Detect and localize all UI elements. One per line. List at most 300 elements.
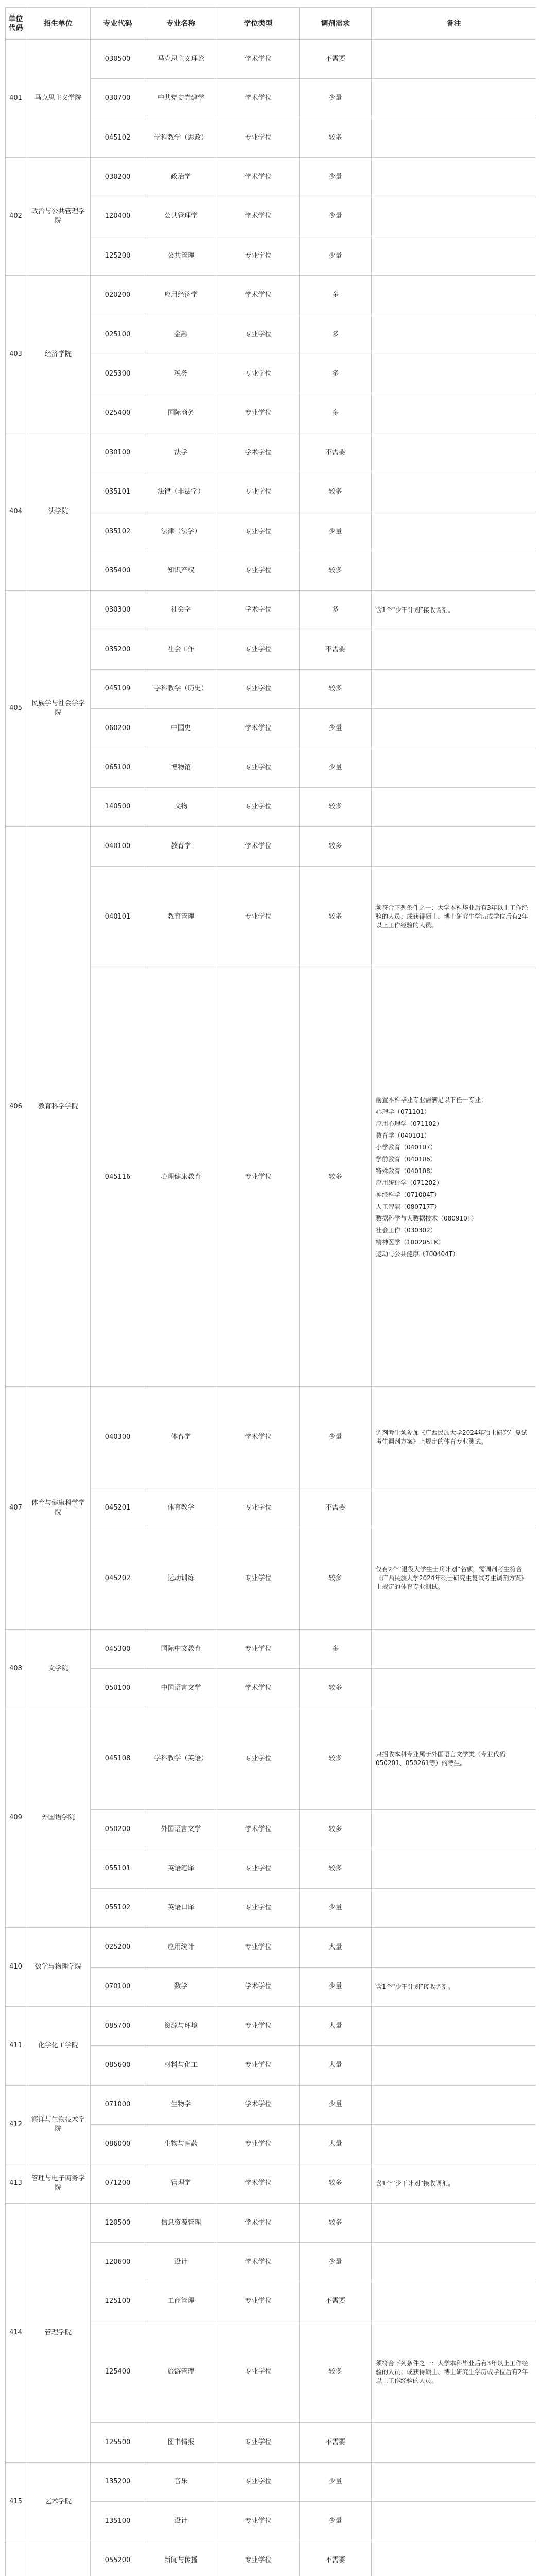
degree-type-cell: 专业学位: [217, 1629, 300, 1668]
program-code-cell: 025400: [91, 394, 145, 433]
remarks-line: 前置本科毕业专业需满足以下任一专业：: [376, 1096, 487, 1104]
program-name-cell: 数学: [145, 1967, 217, 2006]
remarks-cell: 含1个“少干计划”接收调剂。: [372, 2164, 536, 2203]
degree-type-cell: 专业学位: [217, 2282, 300, 2321]
demand-cell: 较多: [300, 472, 372, 512]
remarks-cell: [372, 2203, 536, 2242]
program-code-cell: 035101: [91, 472, 145, 512]
unit-name-cell: 化学化工学院: [26, 2006, 91, 2085]
program-code-cell: 035102: [91, 512, 145, 551]
remarks-line: 调剂考生须参加《广西民族大学2024年硕士研究生复试考生调剂方案》上规定的体育专业测试。: [376, 1429, 528, 1446]
program-code-cell: 030300: [91, 590, 145, 630]
program-name-cell: 学科教学（思政）: [145, 118, 217, 157]
demand-cell: 多: [300, 394, 372, 433]
demand-cell: 较多: [300, 2321, 372, 2423]
program-code-cell: 030700: [91, 79, 145, 118]
table-row: [6, 40, 536, 79]
degree-type-cell: 学术学位: [217, 708, 300, 748]
remarks-cell: [372, 2085, 536, 2124]
demand-cell: 少量: [300, 708, 372, 748]
program-name-cell: 学科教学（英语）: [145, 1708, 217, 1809]
degree-type-cell: 学术学位: [217, 1669, 300, 1708]
program-name-cell: 心理健康教育: [145, 968, 217, 1386]
program-name-cell: 社会学: [145, 590, 217, 630]
unit-name-cell: 艺术学院: [26, 2462, 91, 2541]
remarks-line: 心理学（071101）: [376, 1108, 430, 1115]
remarks-cell: [372, 551, 536, 590]
unit-name-cell: 马克思主义学院: [26, 40, 91, 158]
program-code-cell: 060200: [91, 708, 145, 748]
remarks-cell: [372, 1387, 536, 1488]
demand-cell: 少量: [300, 197, 372, 236]
unit-code-cell: 412: [6, 2085, 26, 2164]
table-row: [6, 276, 536, 315]
program-code-cell: 035200: [91, 630, 145, 669]
program-code-cell: 045116: [91, 968, 145, 1386]
table-row: [6, 2203, 536, 2242]
demand-cell: 少量: [300, 158, 372, 197]
degree-type-cell: 专业学位: [217, 512, 300, 551]
program-code-cell: 070100: [91, 1967, 145, 2006]
demand-cell: 不需要: [300, 1488, 372, 1528]
demand-cell: 少量: [300, 1888, 372, 1927]
program-code-cell: 025200: [91, 1928, 145, 1967]
demand-cell: 多: [300, 590, 372, 630]
program-code-cell: 120400: [91, 197, 145, 236]
unit-name-cell: 海洋与生物技术学院: [26, 2085, 91, 2164]
remarks-line: 应用统计学（071202）: [376, 1179, 443, 1187]
demand-cell: 少量: [300, 79, 372, 118]
remarks-cell: [372, 866, 536, 968]
remarks-cell: 含1个“少干计划”接收调剂。: [372, 1967, 536, 2006]
degree-type-cell: 专业学位: [217, 118, 300, 157]
unit-code-cell: 409: [6, 1708, 26, 1927]
unit-name-cell: [26, 2541, 91, 2576]
remarks-cell: [372, 708, 536, 748]
degree-type-cell: 专业学位: [217, 968, 300, 1386]
program-name-cell: 法律（非法学）: [145, 472, 217, 512]
demand-cell: 少量: [300, 2502, 372, 2541]
program-name-cell: 设计: [145, 2502, 217, 2541]
program-name-cell: 社会工作: [145, 630, 217, 669]
remarks-line: 小学教育（040107）: [376, 1143, 437, 1151]
degree-type-cell: 学术学位: [217, 1967, 300, 2006]
demand-cell: 少量: [300, 236, 372, 276]
header-program-name: 专业名称: [145, 8, 217, 40]
program-name-cell: 体育教学: [145, 1488, 217, 1528]
remarks-cell: [372, 1888, 536, 1927]
remarks-cell: [372, 2243, 536, 2282]
program-code-cell: 050200: [91, 1809, 145, 1849]
demand-cell: 少量: [300, 1967, 372, 2006]
program-code-cell: 050100: [91, 1669, 145, 1708]
remarks-cell: [372, 1809, 536, 1849]
program-name-cell: 应用统计: [145, 1928, 217, 1967]
demand-cell: 较多: [300, 551, 372, 590]
program-name-cell: 英语口译: [145, 1888, 217, 1927]
remarks-cell: [372, 787, 536, 826]
unit-code-cell: 404: [6, 433, 26, 591]
demand-cell: 大量: [300, 2006, 372, 2045]
remarks-cell: [372, 1849, 536, 1888]
program-name-cell: 教育管理: [145, 866, 217, 968]
degree-type-cell: 学术学位: [217, 2164, 300, 2203]
table-row: [6, 827, 536, 866]
remarks-cell: [372, 1488, 536, 1528]
program-code-cell: 045108: [91, 1708, 145, 1809]
program-code-cell: 045109: [91, 669, 145, 708]
remarks-cell: [372, 968, 536, 1386]
program-name-cell: 博物馆: [145, 748, 217, 787]
table-body: [6, 40, 536, 2576]
remarks-cell: [372, 669, 536, 708]
remarks-cell: [372, 79, 536, 118]
degree-type-cell: 专业学位: [217, 1849, 300, 1888]
unit-name-cell: 法学院: [26, 433, 91, 591]
remarks-line: 仅有2个“退役大学生士兵计划”名额，需调剂考生符合《广西民族大学2024年硕士研究生复试考生调剂方案》上规定的体育专业测试。: [376, 1566, 528, 1591]
program-code-cell: 040100: [91, 827, 145, 866]
program-code-cell: 030500: [91, 40, 145, 79]
degree-type-cell: 学术学位: [217, 2085, 300, 2124]
program-name-cell: 图书情报: [145, 2423, 217, 2462]
program-name-cell: 国际中文教育: [145, 1629, 217, 1668]
degree-type-cell: 专业学位: [217, 1708, 300, 1809]
unit-code-cell: 403: [6, 276, 26, 433]
program-name-cell: 新闻与传播: [145, 2541, 217, 2576]
table-row: [6, 158, 536, 197]
degree-type-cell: 专业学位: [217, 2423, 300, 2462]
program-code-cell: 030200: [91, 158, 145, 197]
unit-name-cell: 外国语学院: [26, 1708, 91, 1927]
degree-type-cell: 专业学位: [217, 354, 300, 394]
degree-type-cell: 专业学位: [217, 315, 300, 354]
program-name-cell: 金融: [145, 315, 217, 354]
degree-type-cell: 专业学位: [217, 2125, 300, 2164]
program-code-cell: 065100: [91, 748, 145, 787]
unit-name-cell: 政治与公共管理学院: [26, 158, 91, 276]
demand-cell: 较多: [300, 1849, 372, 1888]
remarks-line: 应用心理学（071102）: [376, 1120, 443, 1127]
demand-cell: 较多: [300, 669, 372, 708]
program-code-cell: 086000: [91, 2125, 145, 2164]
remarks-cell: [372, 118, 536, 157]
program-name-cell: 学科教学（历史）: [145, 669, 217, 708]
program-code-cell: 030100: [91, 433, 145, 472]
program-name-cell: 公共管理学: [145, 197, 217, 236]
program-name-cell: 体育学: [145, 1387, 217, 1488]
demand-cell: 不需要: [300, 433, 372, 472]
program-code-cell: 025300: [91, 354, 145, 394]
table-header-row: [6, 8, 536, 40]
remarks-cell: [372, 1928, 536, 1967]
program-name-cell: 政治学: [145, 158, 217, 197]
degree-type-cell: 专业学位: [217, 787, 300, 826]
program-code-cell: 025100: [91, 315, 145, 354]
demand-cell: 较多: [300, 1528, 372, 1629]
degree-type-cell: 专业学位: [217, 1928, 300, 1967]
table-row: [6, 590, 536, 630]
demand-cell: 较多: [300, 2164, 372, 2203]
demand-cell: 少量: [300, 1387, 372, 1488]
program-name-cell: 材料与化工: [145, 2046, 217, 2085]
demand-cell: 多: [300, 276, 372, 315]
program-name-cell: 生物学: [145, 2085, 217, 2124]
remarks-line: 人工智能（080717T）: [376, 1202, 441, 1210]
header-demand: 调剂需求: [300, 8, 372, 40]
table-row: [6, 1708, 536, 1809]
program-code-cell: 040300: [91, 1387, 145, 1488]
program-name-cell: 外国语言文学: [145, 1809, 217, 1849]
remarks-cell: 含1个“少干计划”接收调剂。: [372, 590, 536, 630]
remarks-cell: [372, 1669, 536, 1708]
degree-type-cell: 学术学位: [217, 827, 300, 866]
program-name-cell: 工商管理: [145, 2282, 217, 2321]
demand-cell: 少量: [300, 748, 372, 787]
unit-name-cell: 体育与健康科学学院: [26, 1387, 91, 1630]
program-code-cell: 045202: [91, 1528, 145, 1629]
program-name-cell: 资源与环境: [145, 2006, 217, 2045]
program-code-cell: 071000: [91, 2085, 145, 2124]
demand-cell: 少量: [300, 2243, 372, 2282]
unit-name-cell: 文学院: [26, 1629, 91, 1708]
degree-type-cell: 专业学位: [217, 1488, 300, 1528]
program-name-cell: 应用经济学: [145, 276, 217, 315]
program-name-cell: 法律（法学）: [145, 512, 217, 551]
program-name-cell: 法学: [145, 433, 217, 472]
table-row: [6, 2462, 536, 2501]
program-name-cell: 中国史: [145, 708, 217, 748]
remarks-cell: [372, 2541, 536, 2576]
unit-code-cell: 415: [6, 2462, 26, 2541]
remarks-cell: [372, 748, 536, 787]
demand-cell: 较多: [300, 2203, 372, 2242]
unit-name-cell: 管理与电子商务学院: [26, 2164, 91, 2203]
program-name-cell: 生物与医药: [145, 2125, 217, 2164]
demand-cell: 较多: [300, 968, 372, 1386]
degree-type-cell: 学术学位: [217, 79, 300, 118]
remarks-line: 数据科学与大数据技术（080910T）: [376, 1214, 478, 1222]
remarks-cell: [372, 2046, 536, 2085]
header-unit-name: 招生单位: [26, 8, 91, 40]
degree-type-cell: 专业学位: [217, 1528, 300, 1629]
program-name-cell: 信息资源管理: [145, 2203, 217, 2242]
program-code-cell: 120500: [91, 2203, 145, 2242]
program-name-cell: 中共党史党建学: [145, 79, 217, 118]
degree-type-cell: 专业学位: [217, 2006, 300, 2045]
demand-cell: 不需要: [300, 2282, 372, 2321]
remarks-cell: [372, 2006, 536, 2045]
unit-code-cell: 402: [6, 158, 26, 276]
demand-cell: 较多: [300, 1809, 372, 1849]
degree-type-cell: 学术学位: [217, 197, 300, 236]
demand-cell: 大量: [300, 2125, 372, 2164]
remarks-cell: [372, 630, 536, 669]
demand-cell: 少量: [300, 512, 372, 551]
program-name-cell: 旅游管理: [145, 2321, 217, 2423]
degree-type-cell: 专业学位: [217, 236, 300, 276]
header-remarks: 备注: [372, 8, 536, 40]
header-degree-type: 学位类型: [217, 8, 300, 40]
remarks-line: 教育学（040101）: [376, 1131, 430, 1139]
program-code-cell: 055102: [91, 1888, 145, 1927]
program-code-cell: 045300: [91, 1629, 145, 1668]
degree-type-cell: 学术学位: [217, 433, 300, 472]
program-code-cell: 045102: [91, 118, 145, 157]
remarks-line: 运动与公共健康（100404T）: [376, 1250, 459, 1258]
program-name-cell: 英语笔译: [145, 1849, 217, 1888]
program-name-cell: 马克思主义理论: [145, 40, 217, 79]
degree-type-cell: 专业学位: [217, 394, 300, 433]
program-code-cell: 125400: [91, 2321, 145, 2423]
program-code-cell: 125200: [91, 236, 145, 276]
remarks-cell: [372, 394, 536, 433]
unit-name-cell: 经济学院: [26, 276, 91, 433]
remarks-cell: [372, 315, 536, 354]
remarks-line: 学前教育（040106）: [376, 1155, 437, 1163]
program-name-cell: 文物: [145, 787, 217, 826]
remarks-line: 精神医学（100205TK）: [376, 1238, 445, 1246]
program-code-cell: 045201: [91, 1488, 145, 1528]
demand-cell: 较多: [300, 787, 372, 826]
program-code-cell: 055200: [91, 2541, 145, 2576]
degree-type-cell: 专业学位: [217, 551, 300, 590]
degree-type-cell: 学术学位: [217, 276, 300, 315]
program-name-cell: 音乐: [145, 2462, 217, 2501]
program-name-cell: 运动训练: [145, 1528, 217, 1629]
degree-type-cell: 专业学位: [217, 2541, 300, 2576]
unit-code-cell: 405: [6, 590, 26, 826]
degree-type-cell: 专业学位: [217, 472, 300, 512]
degree-type-cell: 专业学位: [217, 2321, 300, 2423]
degree-type-cell: 专业学位: [217, 630, 300, 669]
remarks-cell: [372, 2282, 536, 2321]
demand-cell: 不需要: [300, 2423, 372, 2462]
program-code-cell: 071200: [91, 2164, 145, 2203]
remarks-line: 须符合下列条件之一：大学本科毕业后有3年以上工作经验的人员；或获得硕士、博士研究生学历或学位后有2年以上工作经验的人员。: [376, 904, 528, 929]
degree-type-cell: 专业学位: [217, 1888, 300, 1927]
demand-cell: 不需要: [300, 40, 372, 79]
remarks-cell: [372, 827, 536, 866]
demand-cell: 大量: [300, 2046, 372, 2085]
demand-cell: 较多: [300, 1669, 372, 1708]
program-code-cell: 040101: [91, 866, 145, 968]
degree-type-cell: 学术学位: [217, 158, 300, 197]
unit-code-cell: 408: [6, 1629, 26, 1708]
unit-name-cell: 数学与物理学院: [26, 1928, 91, 2007]
demand-cell: 不需要: [300, 2541, 372, 2576]
degree-type-cell: 专业学位: [217, 2462, 300, 2501]
remarks-line: 神经科学（071004T）: [376, 1191, 441, 1198]
remarks-cell: [372, 433, 536, 472]
program-code-cell: 035400: [91, 551, 145, 590]
demand-cell: 较多: [300, 1708, 372, 1809]
degree-type-cell: 学术学位: [217, 590, 300, 630]
header-program-code: 专业代码: [91, 8, 145, 40]
program-name-cell: 知识产权: [145, 551, 217, 590]
remarks-cell: [372, 2423, 536, 2462]
remarks-cell: [372, 2462, 536, 2501]
remarks-line: 只招收本科专业属于外国语言文学类（专业代码050201、050261等）的考生。: [376, 1750, 506, 1767]
remarks-cell: [372, 1528, 536, 1629]
degree-type-cell: 学术学位: [217, 2203, 300, 2242]
remarks-cell: [372, 2321, 536, 2423]
unit-code-cell: 406: [6, 827, 26, 1387]
demand-cell: 较多: [300, 866, 372, 968]
program-code-cell: 085700: [91, 2006, 145, 2045]
degree-type-cell: 学术学位: [217, 2243, 300, 2282]
table-row: [6, 2006, 536, 2045]
demand-cell: 不需要: [300, 630, 372, 669]
program-name-cell: 中国语言文学: [145, 1669, 217, 1708]
demand-cell: 较多: [300, 827, 372, 866]
degree-type-cell: 专业学位: [217, 669, 300, 708]
demand-cell: 大量: [300, 1928, 372, 1967]
adjustment-table: [5, 7, 536, 2576]
demand-cell: 多: [300, 354, 372, 394]
degree-type-cell: 学术学位: [217, 1809, 300, 1849]
demand-cell: 少量: [300, 2462, 372, 2501]
remarks-cell: [372, 2502, 536, 2541]
table-row: [6, 1928, 536, 1967]
table-row: [6, 2085, 536, 2124]
table-row: [6, 1629, 536, 1668]
unit-code-cell: [6, 2541, 26, 2576]
remarks-cell: [372, 276, 536, 315]
unit-code-cell: 401: [6, 40, 26, 158]
program-code-cell: 135100: [91, 2502, 145, 2541]
degree-type-cell: 学术学位: [217, 40, 300, 79]
table-row: [6, 2164, 536, 2203]
program-code-cell: 135200: [91, 2462, 145, 2501]
demand-cell: 少量: [300, 2085, 372, 2124]
remarks-cell: [372, 40, 536, 79]
degree-type-cell: 专业学位: [217, 866, 300, 968]
demand-cell: 多: [300, 1629, 372, 1668]
program-code-cell: 120600: [91, 2243, 145, 2282]
demand-cell: 较多: [300, 118, 372, 157]
unit-name-cell: 管理学院: [26, 2203, 91, 2462]
header-unit-code: 单位代码: [6, 8, 26, 40]
program-name-cell: 税务: [145, 354, 217, 394]
program-name-cell: 公共管理: [145, 236, 217, 276]
unit-code-cell: 410: [6, 1928, 26, 2007]
program-name-cell: 教育学: [145, 827, 217, 866]
unit-code-cell: 414: [6, 2203, 26, 2462]
program-name-cell: 国际商务: [145, 394, 217, 433]
remarks-cell: [372, 1708, 536, 1809]
remarks-cell: [372, 472, 536, 512]
degree-type-cell: 学术学位: [217, 1387, 300, 1488]
unit-code-cell: 407: [6, 1387, 26, 1630]
remarks-cell: [372, 158, 536, 197]
program-code-cell: 140500: [91, 787, 145, 826]
demand-cell: 多: [300, 315, 372, 354]
unit-name-cell: 民族学与社会学学院: [26, 590, 91, 826]
table-row: [6, 1387, 536, 1488]
program-name-cell: 设计: [145, 2243, 217, 2282]
remarks-cell: [372, 1629, 536, 1668]
program-code-cell: 125500: [91, 2423, 145, 2462]
remarks-line: 社会工作（030302）: [376, 1226, 437, 1234]
adjustment-table-sheet: [5, 7, 536, 2576]
remarks-line: 特殊教育（040108）: [376, 1167, 437, 1175]
remarks-cell: [372, 354, 536, 394]
remarks-line: 须符合下列条件之一：大学本科毕业后有3年以上工作经验的人员；或获得硕士、博士研究生学历或学位后有2年以上工作经验的人员。: [376, 2359, 528, 2384]
unit-name-cell: 教育科学学院: [26, 827, 91, 1387]
degree-type-cell: 专业学位: [217, 748, 300, 787]
table-row: [6, 433, 536, 472]
program-code-cell: 020200: [91, 276, 145, 315]
